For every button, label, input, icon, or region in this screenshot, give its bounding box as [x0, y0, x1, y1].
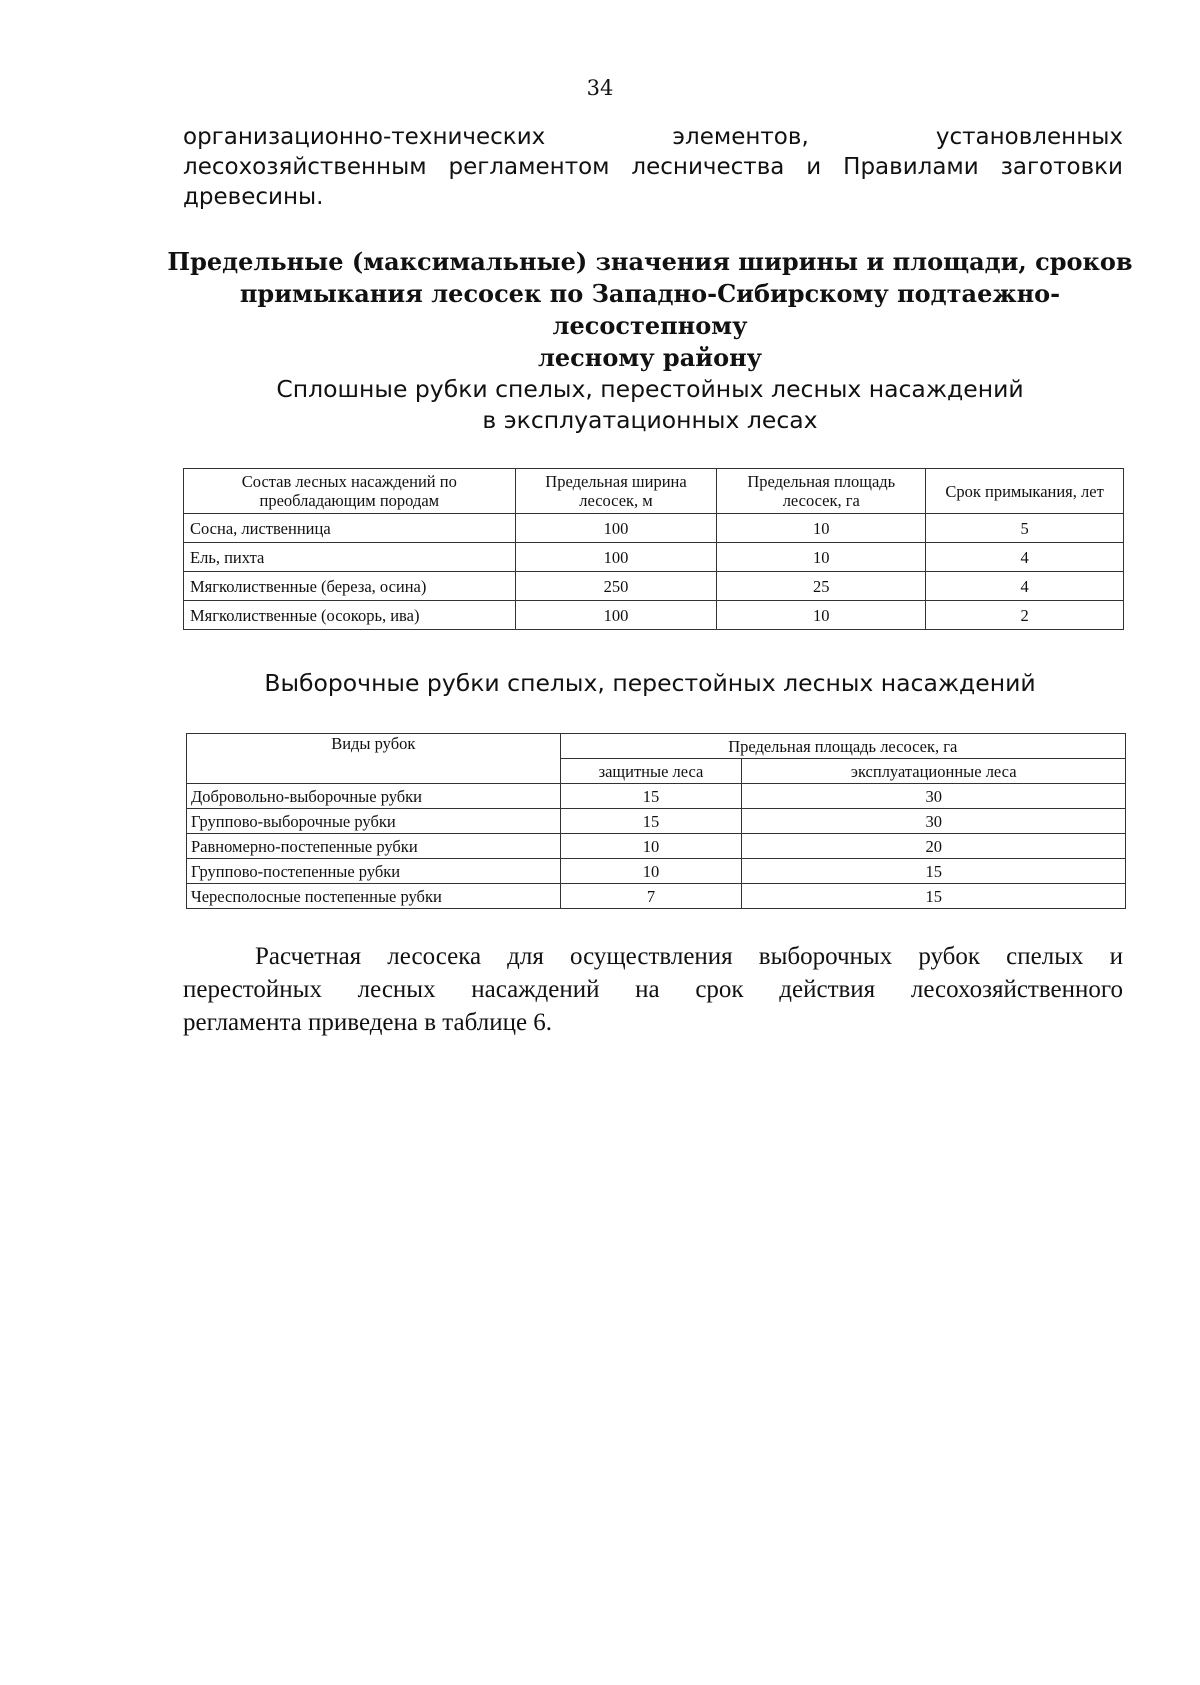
intro-paragraph — [183, 122, 1123, 212]
table-cell: 30 — [742, 784, 1126, 809]
table-row — [184, 543, 1124, 572]
table-cell: 25 — [717, 572, 926, 601]
table-row — [187, 834, 1126, 859]
table-cell: Чересполосные постепенные рубки — [187, 884, 561, 909]
table-row — [187, 859, 1126, 884]
table-cell: 15 — [742, 884, 1126, 909]
table-cell: 10 — [717, 514, 926, 543]
table-cell: 100 — [515, 543, 717, 572]
table-cell: Мягколиственные (осокорь, ива) — [184, 601, 516, 630]
heading-line: Предельные (максимальные) значения ширины и площади, сроков — [167, 247, 1133, 276]
table-cell: 10 — [717, 601, 926, 630]
table-cell: 100 — [515, 601, 717, 630]
column-header: Срок примыкания, лет — [926, 469, 1124, 514]
closing-line: перестойных лесных насаждений на срок действия лесохозяйственного — [183, 976, 1123, 1003]
table-cell: 2 — [926, 601, 1124, 630]
table-header-row — [187, 734, 1126, 759]
table-cell: 10 — [717, 543, 926, 572]
table-cell: Равномерно-постепенные рубки — [187, 834, 561, 859]
table-row — [187, 784, 1126, 809]
column-header: Предельная ширина лесосек, м — [515, 469, 717, 514]
selective-cut-limits-table — [186, 733, 1126, 909]
closing-line: Расчетная лесосека для осуществления выборочных рубок спелых и — [255, 943, 1123, 970]
table1-title — [150, 374, 1150, 436]
table-row — [184, 601, 1124, 630]
column-header: Виды рубок — [187, 734, 561, 784]
table1-title-line: Сплошные рубки спелых, перестойных лесных насаждений — [276, 375, 1024, 403]
column-subheader: защитные леса — [560, 759, 742, 784]
table-row — [184, 572, 1124, 601]
column-subheader: эксплуатационные леса — [742, 759, 1126, 784]
table2-title: Выборочные рубки спелых, перестойных лесных насаждений — [264, 669, 1036, 697]
heading-line: лесному району — [537, 343, 762, 372]
page-number: 34 — [586, 76, 614, 100]
table-cell: 100 — [515, 514, 717, 543]
table-row — [187, 809, 1126, 834]
heading-line: примыкания лесосек по Западно-Сибирскому подтаежно-лесостепному — [239, 279, 1061, 340]
intro-line: организационно-технических элементов, установленных — [183, 124, 1123, 150]
table-row — [184, 514, 1124, 543]
table-cell: 20 — [742, 834, 1126, 859]
intro-line: древесины. — [183, 184, 324, 210]
table-cell: 5 — [926, 514, 1124, 543]
table-cell: Группово-постепенные рубки — [187, 859, 561, 884]
table-cell: 10 — [560, 834, 742, 859]
table-header-row — [184, 469, 1124, 514]
table-cell: 15 — [560, 809, 742, 834]
table-cell: 4 — [926, 572, 1124, 601]
clear-cut-limits-table — [183, 468, 1124, 630]
closing-line: регламента приведена в таблице 6. — [183, 1009, 553, 1036]
table-cell: 10 — [560, 859, 742, 884]
table-cell: Мягколиственные (береза, осина) — [184, 572, 516, 601]
table-row — [187, 884, 1126, 909]
closing-paragraph — [183, 940, 1123, 1039]
table-cell: 15 — [560, 784, 742, 809]
column-header: Состав лесных насаждений по преобладающим породам — [184, 469, 516, 514]
table1-title-line: в эксплуатационных лесах — [482, 406, 818, 434]
table-cell: Добровольно-выборочные рубки — [187, 784, 561, 809]
section-heading — [150, 246, 1150, 374]
table-cell: 7 — [560, 884, 742, 909]
table-cell: 250 — [515, 572, 717, 601]
column-header: Предельная площадь лесосек, га — [717, 469, 926, 514]
table-cell: Ель, пихта — [184, 543, 516, 572]
table-cell: 30 — [742, 809, 1126, 834]
table-cell: Сосна, лиственница — [184, 514, 516, 543]
table-cell: Группово-выборочные рубки — [187, 809, 561, 834]
column-group-header: Предельная площадь лесосек, га — [560, 734, 1125, 759]
intro-line: лесохозяйственным регламентом лесничества и Правилами заготовки — [183, 154, 1123, 180]
table-cell: 15 — [742, 859, 1126, 884]
table-cell: 4 — [926, 543, 1124, 572]
